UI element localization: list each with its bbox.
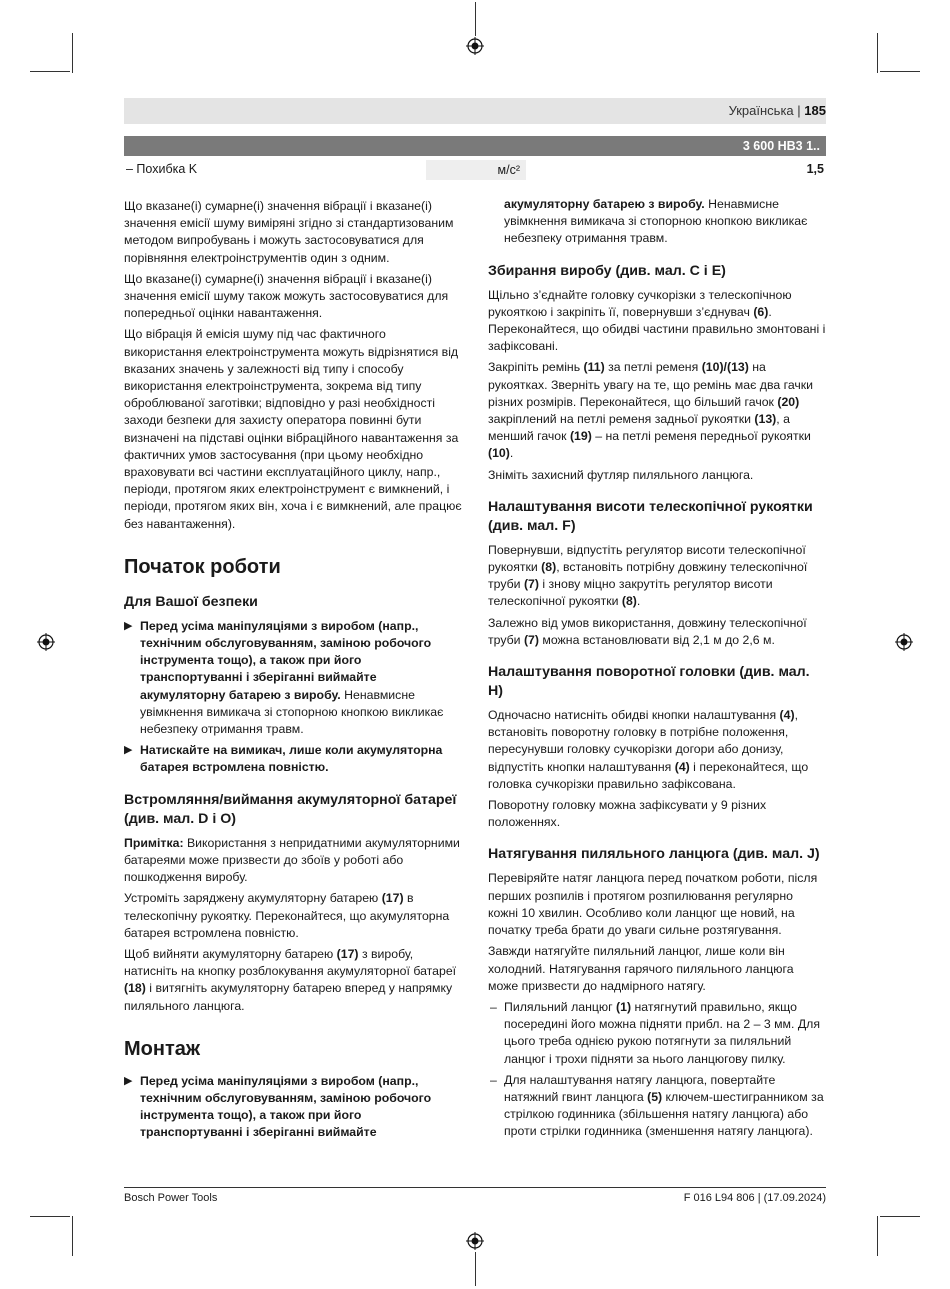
footer-brand: Bosch Power Tools [124, 1192, 218, 1204]
triangle-bullet-icon: ▶ [124, 744, 133, 757]
paragraph [488, 359, 826, 462]
spec-label: – Похибка K [126, 162, 198, 176]
spec-table-row [124, 160, 826, 180]
crop-mark [72, 33, 73, 73]
text-run: і витягніть акумуляторну батарею вперед у напрямку пиляльного ланцюга. [124, 981, 453, 1013]
dash-bullet-icon: – [490, 1072, 497, 1087]
subsection-heading: Налаштування поворотної головки (див. мал. H) [488, 664, 810, 700]
text-run: Щоб вийняти акумуляторну батарею [124, 946, 337, 961]
header-language: Українська [728, 103, 794, 118]
paragraph [488, 707, 826, 793]
paragraph: Завжди натягуйте пиляльний ланцюг, лише коли він холодний. Натягування гарячого пиляльного ланцюга може призвести до надмірного натягу. [488, 944, 794, 993]
part-reference: (7) [523, 632, 539, 647]
text-run: – на петлі ременя передньої рукоятки [591, 429, 811, 444]
text-run: ключем-шестигранником за стрілкою годинника (збільшення натягу ланцюга) або проти стрілки годинника (зменшення натягу ланцюга). [504, 1089, 824, 1139]
part-reference: (4) [779, 708, 795, 723]
crop-mark [877, 33, 878, 73]
registration-mark-icon [895, 633, 913, 651]
part-reference: (7) [523, 577, 539, 592]
crop-mark [30, 1216, 70, 1217]
text-run: Для налаштування натягу ланцюга, повертайте натяжний гвинт ланцюга [504, 1072, 776, 1104]
text-run: , встановіть поворотну головку в потрібне положення, пересунувши головку сучкорізки догори або донизу, відпустіть кнопки налаштування [488, 708, 798, 774]
paragraph: Що вібрація й емісія шуму під час фактичного використання електроінструмента можуть відрізнятися від вказаних значень у залежності від типу і способу використання електроінструмента, зокрема від типу оброблюваної заготівки; відповідно у разі необхідності заходи безпеки для захисту оператора повинні бути визначені на підставі оцінки вібраційного навантаження за фактичних умов застосування (при цьому необхідно враховувати всі частини експлуатаційного циклу, напр., періоди, протягом яких електроінструмент є вимкнений, і періоди, протягом яких він, хоча і є вимкнений, але працює без навантаження). [124, 327, 462, 531]
part-reference: (5) [647, 1089, 663, 1104]
part-reference: (10) [488, 446, 510, 461]
warning-bold: Перед усіма маніпуляціями з виробом (напр., технічним обслуговуванням, заміною робочого інструмента тощо), а також при його транспортуванні і зберіганні виймайте акумуляторну батарею з виробу. [140, 618, 432, 702]
paragraph: Зніміть захисний футляр пиляльного ланцюга. [488, 467, 754, 482]
page-header [124, 98, 826, 124]
part-reference: (8) [621, 594, 637, 609]
subsection-heading: Налаштування висоти телескопічної рукоятки (див. мал. F) [488, 498, 813, 534]
spec-table-header [124, 136, 826, 156]
crop-mark [475, 1252, 476, 1286]
paragraph [124, 835, 462, 887]
right-column [488, 196, 826, 1145]
paragraph: Що вказане(і) сумарне(і) значення вібрації і вказане(і) значення емісії шуму також можуть застосовуватися для попередньої оцінки навантаження. [124, 271, 449, 321]
paragraph: Перевіряйте натяг ланцюга перед початком роботи, після перших розпилів і протягом розпилювання регулярно кожні 10 хвилин. Особливо коли ланцюг ще новий, на початку треба брати до уваги сильне розтягування. [488, 871, 818, 938]
header-text [729, 103, 826, 118]
subsection-heading: Для Вашої безпеки [124, 593, 258, 610]
dash-bullet-icon: – [490, 999, 497, 1014]
part-reference: (6) [753, 304, 769, 319]
part-reference: (19) [569, 429, 592, 444]
registration-mark-icon [466, 1232, 484, 1250]
page-number: 185 [804, 103, 826, 118]
section-heading: Монтаж [124, 1037, 201, 1060]
text-run: Щільно з’єднайте головку сучкорізки з телескопічною рукояткою і закріпіть її, повернувши з’єднувач [488, 287, 792, 319]
warning-text: Ненавмисне увімкнення вимикача зі стопорною кнопкою викликає небезпеку отримання травм. [140, 687, 444, 737]
warning-text: Ненавмисне увімкнення вимикача зі стопорною кнопкою викликає небезпеку отримання травм. [504, 197, 808, 246]
text-run: Устроміть заряджену акумуляторну батарею [124, 891, 382, 906]
warning-bold: акумуляторну батарею з виробу. [504, 197, 705, 211]
spec-unit: м/с² [426, 160, 526, 180]
text-run: і знову міцно закрутіть регулятор висоти телескопічної рукоятки [488, 577, 773, 609]
crop-mark [880, 1216, 920, 1217]
part-reference: (1) [616, 999, 632, 1014]
text-run: з виробу, натисніть на кнопку розблокування акумуляторної батареї [124, 946, 457, 979]
text-run: закріплений на петлі ременя задньої рукоятки [488, 412, 755, 427]
section-heading: Початок роботи [124, 555, 281, 578]
model-number: 3 600 HB3 1.. [742, 139, 820, 153]
note-text: Використання з непридатними акумуляторними батареями може призвести до збоїв у роботі або пошкодження виробу. [124, 835, 460, 885]
paragraph [488, 615, 826, 649]
subsection-heading: Натягування пиляльного ланцюга (див. мал. J) [488, 846, 820, 863]
warning-item [124, 1073, 462, 1142]
part-reference: (10)/(13) [701, 360, 749, 375]
footer-doc-id: F 016 L94 806 | (17.09.2024) [683, 1192, 826, 1204]
text-run: , а менший гачок [488, 412, 790, 444]
text-run: на рукоятках. Зверніть увагу на те, що ремінь має два гачки різних розмірів. Переконайтеся, що більший гачок [488, 360, 814, 409]
part-reference: (20) [777, 394, 800, 409]
text-run: Одночасно натисніть обидві кнопки налаштування [488, 708, 780, 723]
crop-mark [475, 2, 476, 36]
text-run: і переконайтеся, що головка сучкорізки правильно зафіксована. [488, 759, 809, 791]
registration-mark-icon [466, 37, 484, 55]
text-run: . Переконайтеся, що обидві частини правильно змонтовані і зафіксовані. [488, 304, 826, 354]
crop-mark [30, 71, 70, 72]
text-run: натягнутий правильно, якщо посередині його можна підняти прибл. на 2 – 3 мм. Для цього треба однією рукою потягнути за пиляльний ланцюг і трохи підняти за нього ланцюгову пилку. [504, 999, 820, 1066]
text-run: за петлі ременя [604, 360, 702, 375]
footer-rule [124, 1187, 826, 1188]
text-run: Залежно від умов використання, довжину телескопічної труби [488, 615, 807, 647]
paragraph [124, 890, 462, 942]
warning-item [124, 742, 462, 776]
text-run: Закріпіть ремінь [488, 360, 584, 375]
dash-list-item [488, 1072, 826, 1141]
warning-continuation [488, 196, 826, 248]
paragraph [124, 946, 462, 1015]
text-run: . [509, 446, 514, 461]
subsection-heading: Встромляння/виймання акумуляторної батареї (див. мал. D і O) [124, 791, 457, 827]
part-reference: (17) [336, 946, 359, 961]
part-reference: (17) [381, 891, 404, 906]
header-separator: | [797, 103, 801, 118]
paragraph [488, 542, 826, 611]
paragraph [488, 287, 826, 356]
warning-bold: Натискайте на вимикач, лише коли акумуляторна батарея встромлена повністю. [140, 743, 443, 775]
paragraph: Поворотну головку можна зафіксувати у 9 різних положеннях. [488, 798, 767, 830]
crop-mark [877, 1216, 878, 1256]
crop-mark [72, 1216, 73, 1256]
text-run: Повернувши, відпустіть регулятор висоти телескопічної рукоятки [488, 542, 806, 575]
part-reference: (4) [674, 759, 690, 774]
part-reference: (13) [754, 412, 777, 427]
left-column [124, 198, 462, 1146]
text-run: в телескопічну рукоятку. Переконайтеся, що акумуляторна батарея встромлена повністю. [124, 891, 450, 940]
warning-bold: Перед усіма маніпуляціями з виробом (напр., технічним обслуговуванням, заміною робочого інструмента тощо), а також при його транспортуванні і зберіганні виймайте [140, 1073, 432, 1140]
triangle-bullet-icon: ▶ [124, 1074, 133, 1087]
triangle-bullet-icon: ▶ [124, 619, 133, 632]
paragraph: Що вказане(і) сумарне(і) значення вібрації і вказане(і) значення емісії шуму виміряні згідно зі стандартизованим методом випробувань і можуть застосовуватися для порівняння електроінструментів один з одним. [124, 199, 454, 265]
dash-list-item [488, 999, 826, 1068]
text-run: , встановіть потрібну довжину телескопічної труби [488, 560, 808, 592]
text-run: . [636, 594, 641, 609]
crop-mark [880, 71, 920, 72]
note-label: Примітка: [124, 835, 184, 850]
part-reference: (8) [541, 560, 557, 575]
spec-value: 1,5 [806, 162, 824, 176]
warning-item [124, 618, 462, 738]
subsection-heading: Збирання виробу (див. мал. C і E) [488, 262, 726, 279]
registration-mark-icon [37, 633, 55, 651]
text-run: Пиляльний ланцюг [504, 999, 617, 1014]
part-reference: (11) [583, 360, 605, 375]
part-reference: (18) [124, 981, 146, 996]
text-run: можна встановлювати від 2,1 м до 2,6 м. [538, 632, 775, 647]
